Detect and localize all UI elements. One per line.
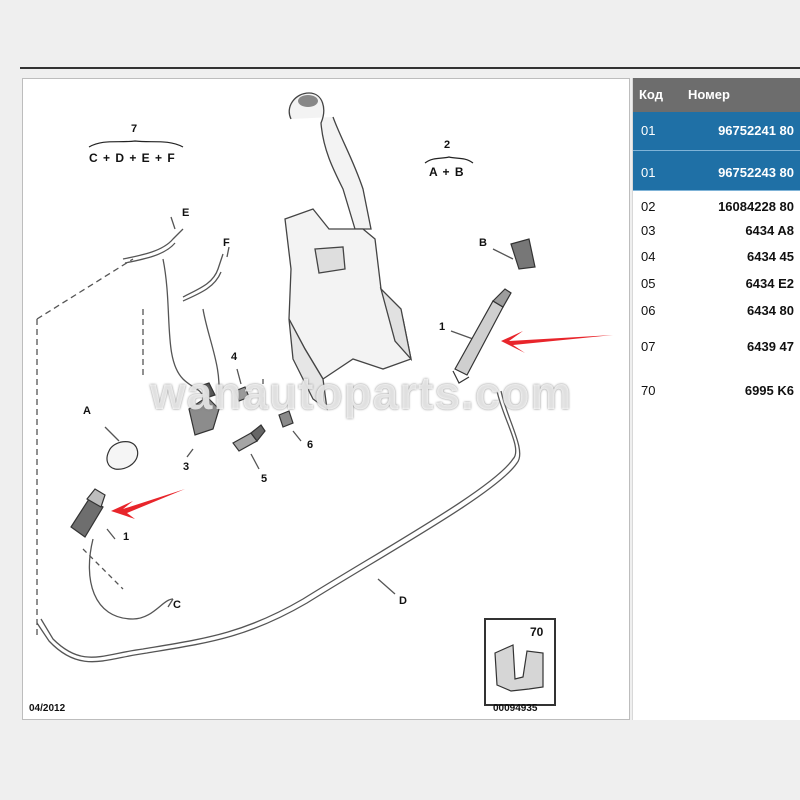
row-code: 02 [641, 199, 656, 214]
header-code: Код [639, 87, 663, 102]
label-1-left: 1 [123, 531, 130, 543]
inset-reference: 00094935 [493, 703, 538, 714]
label-6: 6 [307, 439, 314, 451]
label-f: F [223, 237, 230, 249]
row-code: 06 [641, 303, 656, 318]
table-row[interactable] [633, 380, 800, 410]
row-code: 70 [641, 383, 656, 398]
table-row[interactable] [633, 244, 800, 271]
label-d: D [399, 595, 407, 607]
diagram-date: 04/2012 [29, 703, 66, 714]
row-number: 96752243 80 [718, 165, 794, 180]
inset-number: 70 [530, 625, 544, 639]
row-code: 05 [641, 276, 656, 291]
watermark: wanautoparts.com [150, 367, 573, 419]
table-row[interactable] [633, 334, 800, 380]
table-row[interactable] [633, 112, 800, 151]
group-2-number: 2 [444, 139, 451, 151]
row-number: 96752241 80 [718, 123, 794, 138]
label-a: A [83, 405, 91, 417]
row-number: 6434 45 [747, 249, 794, 264]
label-b: B [479, 237, 487, 249]
group-7-letters: C + D + E + F [89, 151, 176, 165]
row-code: 03 [641, 223, 656, 238]
row-number: 6434 A8 [745, 223, 794, 238]
row-code: 01 [641, 165, 656, 180]
row-code: 01 [641, 123, 656, 138]
table-row[interactable] [633, 271, 800, 298]
row-number: 6434 E2 [745, 276, 794, 291]
label-1-right: 1 [439, 321, 446, 333]
group-7-number: 7 [131, 123, 138, 135]
label-3: 3 [183, 461, 190, 473]
header-number: Номер [688, 87, 730, 102]
table-header [633, 78, 800, 112]
row-number: 6434 80 [747, 303, 794, 318]
label-4: 4 [231, 351, 238, 363]
row-number: 16084228 80 [718, 199, 794, 214]
group-2-letters: A + B [429, 165, 465, 179]
table-row[interactable] [633, 151, 800, 191]
label-c: C [173, 599, 181, 611]
row-code: 04 [641, 249, 656, 264]
label-5: 5 [261, 473, 268, 485]
row-number: 6995 K6 [744, 383, 794, 398]
table-row[interactable] [633, 217, 800, 244]
table-row[interactable] [633, 191, 800, 217]
parts-table [632, 78, 800, 720]
label-e: E [182, 207, 190, 219]
top-divider [20, 67, 800, 69]
table-row[interactable] [633, 298, 800, 334]
row-code: 07 [641, 339, 656, 354]
row-number: 6439 47 [747, 339, 794, 354]
